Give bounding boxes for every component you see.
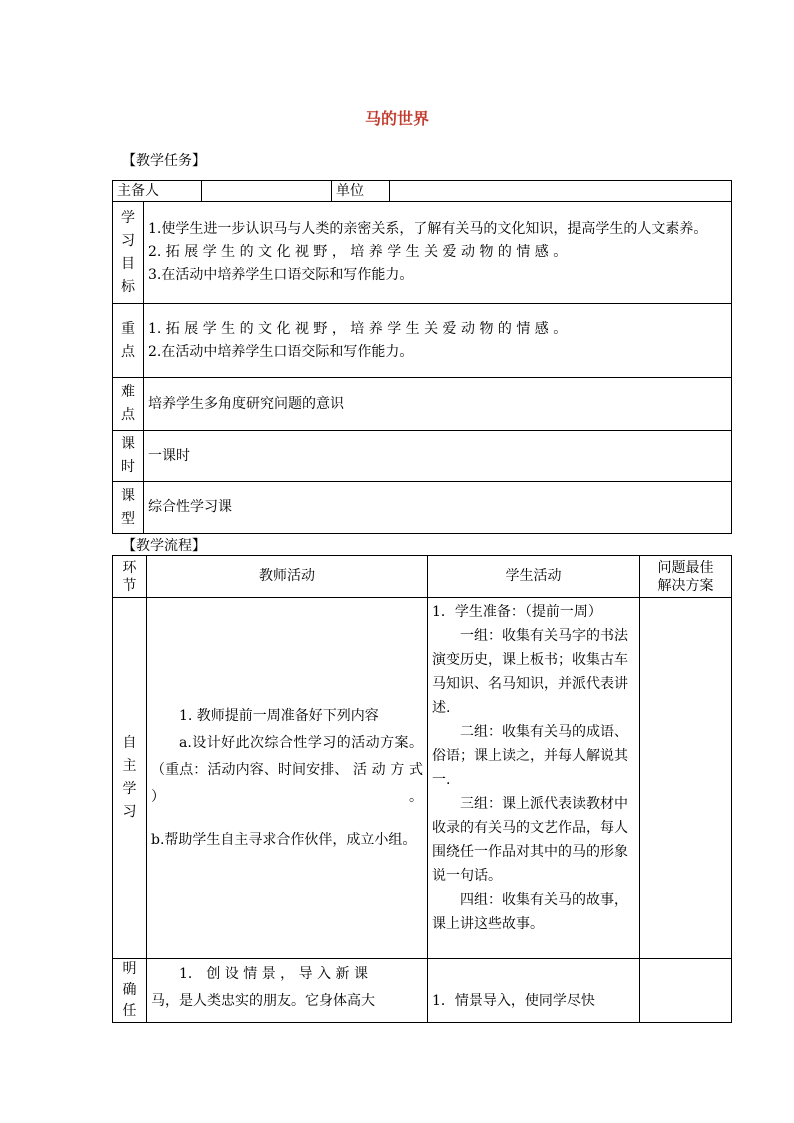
class-hours-content: 一课时 [144,431,732,482]
section-label-teaching-tasks: 【教学任务】 [122,153,206,169]
clarify-teacher-line-1: 1． 创 设 情 景 ， 导 入 新 课 [179,966,368,982]
main-preparer-value[interactable] [202,181,332,202]
teacher-step-1: 1. 教师提前一周准备好下列内容 [179,707,379,724]
student-group-2: 二组：收集有关马的成语、俗语；课上读之，并每人解说其一. [432,724,628,788]
section-label-teaching-flow: 【教学流程】 [122,538,206,554]
student-group-1: 一组：收集有关马字的书法演变历史，课上板书；收集古车马知识、名马知识，并派代表讲述. [432,628,628,716]
difficulty-content: 培养学生多角度研究问题的意识 [144,378,732,431]
header-stage: 环 节 [113,556,147,598]
flow-row-clarify-tasks [113,959,732,1023]
self-study-student-activity [428,598,640,959]
teacher-step-a: a.设计好此次综合性学习的活动方案。（重点：活动内容、时间安排、 活 动 方 式 ） 。 [151,734,423,805]
stage-clarify-label: 明 确 任 [113,959,147,1023]
student-group-3: 三组：课上派代表读教材中收录的有关马的文艺作品，每人围绕任一作品对其中的马的形象说一句话。 [432,796,628,884]
clarify-teacher-line-2: 马，是人类忠实的朋友。它身体高大 [151,993,375,1009]
goals-row [113,202,732,304]
lesson-type-content: 综合性学习课 [144,482,732,534]
key-points-label: 重 点 [113,304,144,378]
header-student-activity: 学生活动 [428,556,640,598]
clarify-student-activity [428,959,640,1023]
key-points-content [144,304,732,378]
student-prep: 1．学生准备：（提前一周） [432,604,602,620]
class-hours-row [113,431,732,482]
goal-line-2: 2. 拓 展 学 生 的 文 化 视 野 ， 培 养 学 生 关 爱 动 物 的 情 感 。 [148,244,568,260]
difficulty-row [113,378,732,431]
stage-self-study-label: 自 主 学 习 [113,598,147,959]
info-row [113,181,732,202]
document-title: 马的世界 [364,109,429,128]
unit-label: 单位 [332,181,390,202]
teacher-step-b: b.帮助学生自主寻求合作伙伴，成立小组。 [151,831,417,848]
student-group-4: 四组：收集有关马的故事，课上讲这些故事。 [432,892,628,932]
clarify-solution [640,959,732,1023]
self-study-teacher-activity [147,598,428,959]
teaching-tasks-table [112,180,732,534]
flow-header-row [113,556,732,598]
lesson-type-label: 课 型 [113,482,144,534]
goal-line-1: 1.使学生进一步认识马与人类的亲密关系，了解有关马的文化知识，提高学生的人文素养。 [148,221,708,237]
main-preparer-label: 主备人 [113,181,202,202]
self-study-solution [640,598,732,959]
lesson-type-row [113,482,732,534]
difficulty-label: 难 点 [113,378,144,431]
clarify-student-line-1: 1．情景导入，使同学尽快 [432,993,595,1009]
goal-line-3: 3.在活动中培养学生口语交际和写作能力。 [148,267,414,283]
class-hours-label: 课 时 [113,431,144,482]
header-teacher-activity: 教师活动 [147,556,428,598]
header-best-solution: 问题最佳 解决方案 [640,556,732,598]
teaching-flow-table [112,555,732,1023]
goals-label: 学 习 目 标 [113,202,144,304]
unit-value[interactable] [390,181,732,202]
key-point-line-2: 2.在活动中培养学生口语交际和写作能力。 [148,343,414,360]
clarify-teacher-activity [147,959,428,1023]
key-points-row [113,304,732,378]
goals-content [144,202,732,304]
flow-row-self-study [113,598,732,959]
key-point-line-1: 1. 拓 展 学 生 的 文 化 视 野 ， 培 养 学 生 关 爱 动 物 的 情 感 。 [148,320,568,337]
